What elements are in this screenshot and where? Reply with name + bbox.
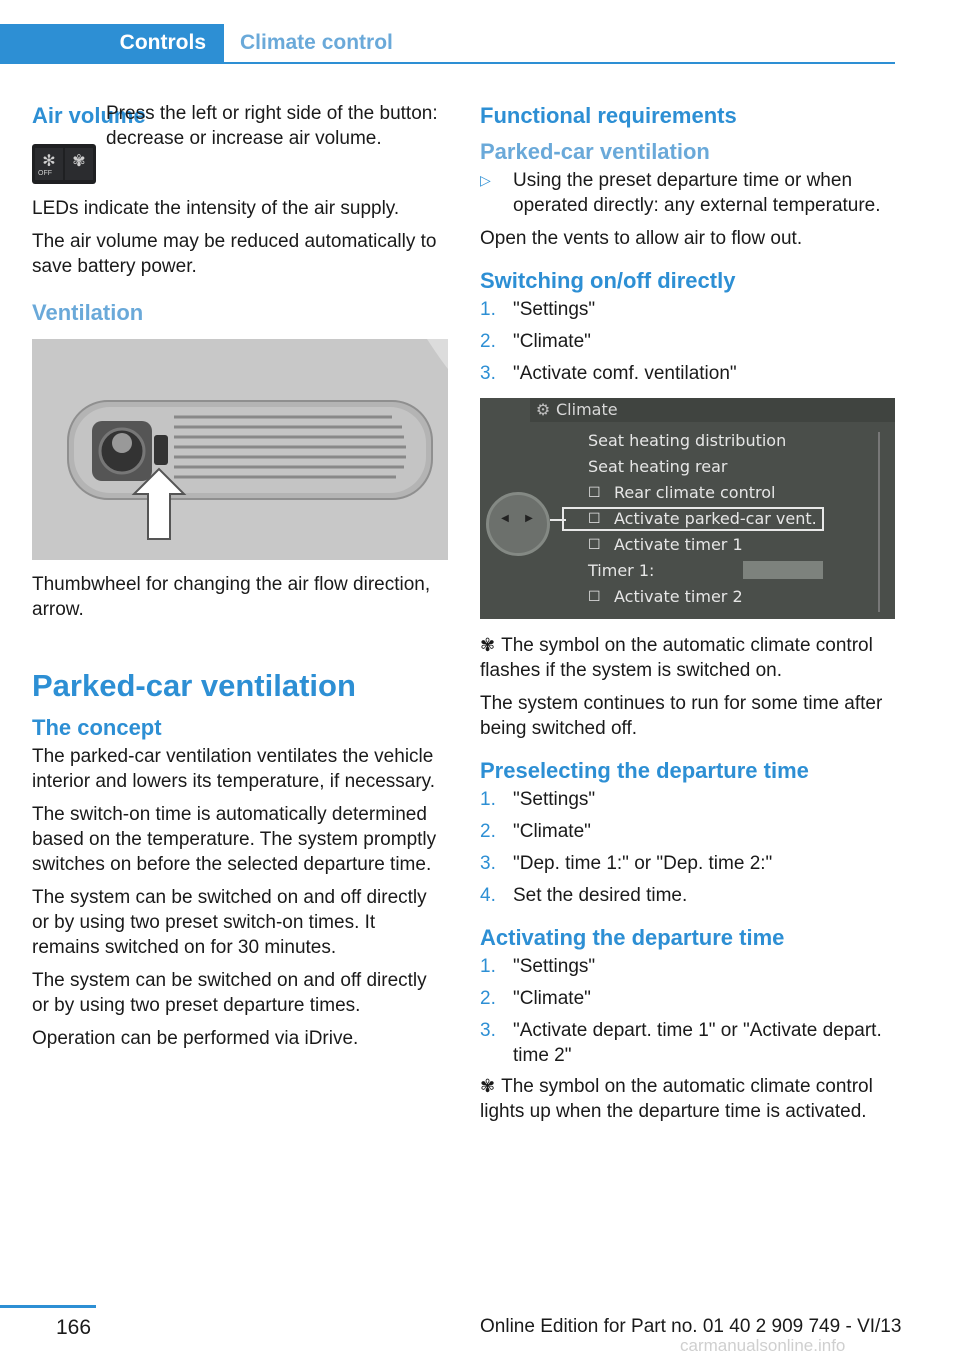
timer-value-field[interactable] bbox=[743, 561, 823, 579]
triangle-bullet-icon: ▷ bbox=[480, 172, 491, 188]
chevron-right-icon: ▶ bbox=[525, 513, 533, 524]
step-number: 3. bbox=[480, 1020, 496, 1041]
screen-title-bar bbox=[530, 398, 895, 422]
list-item bbox=[480, 883, 896, 908]
step-number: 1. bbox=[480, 789, 496, 810]
menu-item-rear-climate-control[interactable] bbox=[588, 480, 838, 506]
checkbox-icon: ☐ bbox=[588, 589, 601, 605]
list-item bbox=[480, 787, 896, 812]
step-text: "Activate comf. ventilation" bbox=[513, 363, 737, 384]
step-text: "Climate" bbox=[513, 821, 591, 842]
selection-highlight bbox=[562, 507, 824, 531]
concept-paragraph-1: The parked-car ventilation ventilates the vehicle interior and lowers its temperature, if necessary. bbox=[32, 746, 436, 792]
concept-paragraph-2: The switch-on time is automatically determined based on the temperature. The system promptly switches on before the selected departure time. bbox=[32, 804, 437, 875]
preselect-heading: Preselecting the departure time bbox=[480, 758, 809, 783]
menu-item-activate-timer-1[interactable] bbox=[588, 532, 838, 558]
edition-text: Online Edition for Part no. 01 40 2 909 749 - VI/13 bbox=[480, 1316, 902, 1337]
scrollbar[interactable] bbox=[878, 432, 886, 612]
step-number: 2. bbox=[480, 821, 496, 842]
step-text: "Activate depart. time 1" or "Activate depart. time 2" bbox=[513, 1020, 882, 1066]
vents-text: Open the vents to allow air to flow out. bbox=[480, 228, 803, 249]
vent-louvers bbox=[174, 417, 406, 477]
leds-text: LEDs indicate the intensity of the air supply. bbox=[32, 198, 400, 219]
step-number: 1. bbox=[480, 299, 496, 320]
list-item bbox=[480, 168, 896, 218]
requirements-list bbox=[480, 168, 896, 218]
activating-heading: Activating the departure time bbox=[480, 925, 785, 950]
preselect-steps bbox=[480, 787, 896, 908]
parked-car-ventilation-title: Parked-car ventilation bbox=[32, 668, 356, 703]
gear-icon: ⚙ bbox=[535, 400, 551, 419]
ventilation-heading: Ventilation bbox=[32, 300, 144, 325]
switching-heading: Switching on/off directly bbox=[480, 268, 736, 293]
air-volume-section bbox=[32, 100, 448, 180]
list-item bbox=[480, 297, 896, 322]
activating-steps bbox=[480, 954, 896, 1068]
fan-icon: ✾ bbox=[480, 1076, 496, 1096]
menu-item-label: Rear climate control bbox=[614, 483, 776, 502]
reduced-text: The air volume may be reduced automatically to save battery power. bbox=[32, 231, 437, 277]
fan-icon: ✾ bbox=[65, 148, 93, 180]
symbol-lights-label: The symbol on the automatic climate control lights up when the departure time is activated. bbox=[480, 1076, 873, 1122]
fan-off-icon: ✻ bbox=[35, 148, 63, 180]
list-item bbox=[480, 954, 896, 979]
step-number: 2. bbox=[480, 988, 496, 1009]
tab-climate-control[interactable]: Climate control bbox=[240, 31, 393, 54]
step-text: "Settings" bbox=[513, 789, 596, 810]
concept-paragraph-3: The system can be switched on and off directly or by using two preset switch-on times. It remains switched on for 30 minutes. bbox=[32, 887, 427, 958]
continues-text: The system continues to run for some time after being switched off. bbox=[480, 693, 883, 739]
step-number: 3. bbox=[480, 853, 496, 874]
concept-heading: The concept bbox=[32, 715, 162, 740]
step-number: 3. bbox=[480, 363, 496, 384]
concept-paragraph-5: Operation can be performed via iDrive. bbox=[32, 1028, 359, 1049]
menu-item-label: Activate timer 1 bbox=[614, 535, 743, 554]
off-label-icon: OFF bbox=[38, 170, 52, 177]
step-number: 2. bbox=[480, 331, 496, 352]
symbol-lights-text bbox=[480, 1074, 896, 1124]
menu-item-timer-1[interactable]: Timer 1: bbox=[588, 561, 655, 580]
switching-steps bbox=[480, 297, 896, 386]
list-item bbox=[480, 851, 896, 876]
step-text: "Settings" bbox=[513, 956, 596, 977]
step-text: "Climate" bbox=[513, 988, 591, 1009]
checkbox-icon: ☐ bbox=[588, 511, 601, 527]
air-volume-text: Press the left or right side of the button: decrease or increase air volume. bbox=[106, 103, 438, 149]
symbol-flash-text bbox=[480, 633, 896, 683]
header-tabbar bbox=[0, 24, 895, 64]
left-column bbox=[32, 100, 448, 1059]
step-number: 1. bbox=[480, 956, 496, 977]
watermark: carmanualsonline.info bbox=[680, 1336, 846, 1355]
list-item bbox=[480, 329, 896, 354]
list-item bbox=[480, 819, 896, 844]
page-number: 166 bbox=[56, 1316, 92, 1339]
vent-illustration bbox=[32, 339, 448, 560]
bullet-text: Using the preset departure time or when operated directly: any external temperature. bbox=[513, 170, 881, 216]
step-text: Set the desired time. bbox=[513, 885, 688, 906]
screen-title: Climate bbox=[556, 400, 618, 419]
photo-caption: Thumbwheel for changing the air flow direction, arrow. bbox=[32, 574, 431, 620]
menu-item-seat-heating-distribution[interactable]: Seat heating distribution bbox=[588, 431, 787, 450]
concept-paragraph-4: The system can be switched on and off directly or by using two preset departure times. bbox=[32, 970, 427, 1016]
step-text: "Settings" bbox=[513, 299, 596, 320]
right-column bbox=[480, 100, 896, 1132]
parked-car-ventilation-subheading: Parked-car ventilation bbox=[480, 139, 710, 164]
menu-item-label: Activate timer 2 bbox=[614, 587, 743, 606]
list-item bbox=[480, 1018, 896, 1068]
footer-rule bbox=[0, 1305, 96, 1308]
step-text: "Climate" bbox=[513, 331, 591, 352]
idrive-climate-screen bbox=[480, 398, 895, 619]
chevron-left-icon: ◀ bbox=[501, 513, 509, 524]
menu-item-seat-heating-rear[interactable]: Seat heating rear bbox=[588, 457, 728, 476]
functional-requirements-heading: Functional requirements bbox=[480, 103, 737, 128]
list-item bbox=[480, 361, 896, 386]
ventilation-photo bbox=[32, 339, 448, 560]
tab-controls[interactable]: Controls bbox=[0, 24, 224, 62]
air-volume-button-image bbox=[32, 144, 96, 184]
step-number: 4. bbox=[480, 885, 496, 906]
list-item bbox=[480, 986, 896, 1011]
fan-icon: ✾ bbox=[480, 635, 496, 655]
symbol-flash-label: The symbol on the automatic climate control flashes if the system is switched on. bbox=[480, 635, 873, 681]
menu-item-label: Activate parked-car vent. bbox=[614, 509, 817, 528]
menu-item-activate-timer-2[interactable] bbox=[588, 584, 838, 610]
checkbox-icon: ☐ bbox=[588, 537, 601, 553]
checkbox-icon: ☐ bbox=[588, 485, 601, 501]
controller-knob-icon bbox=[486, 492, 550, 556]
air-volume-heading: Air volume bbox=[32, 103, 146, 128]
step-text: "Dep. time 1:" or "Dep. time 2:" bbox=[513, 853, 773, 874]
